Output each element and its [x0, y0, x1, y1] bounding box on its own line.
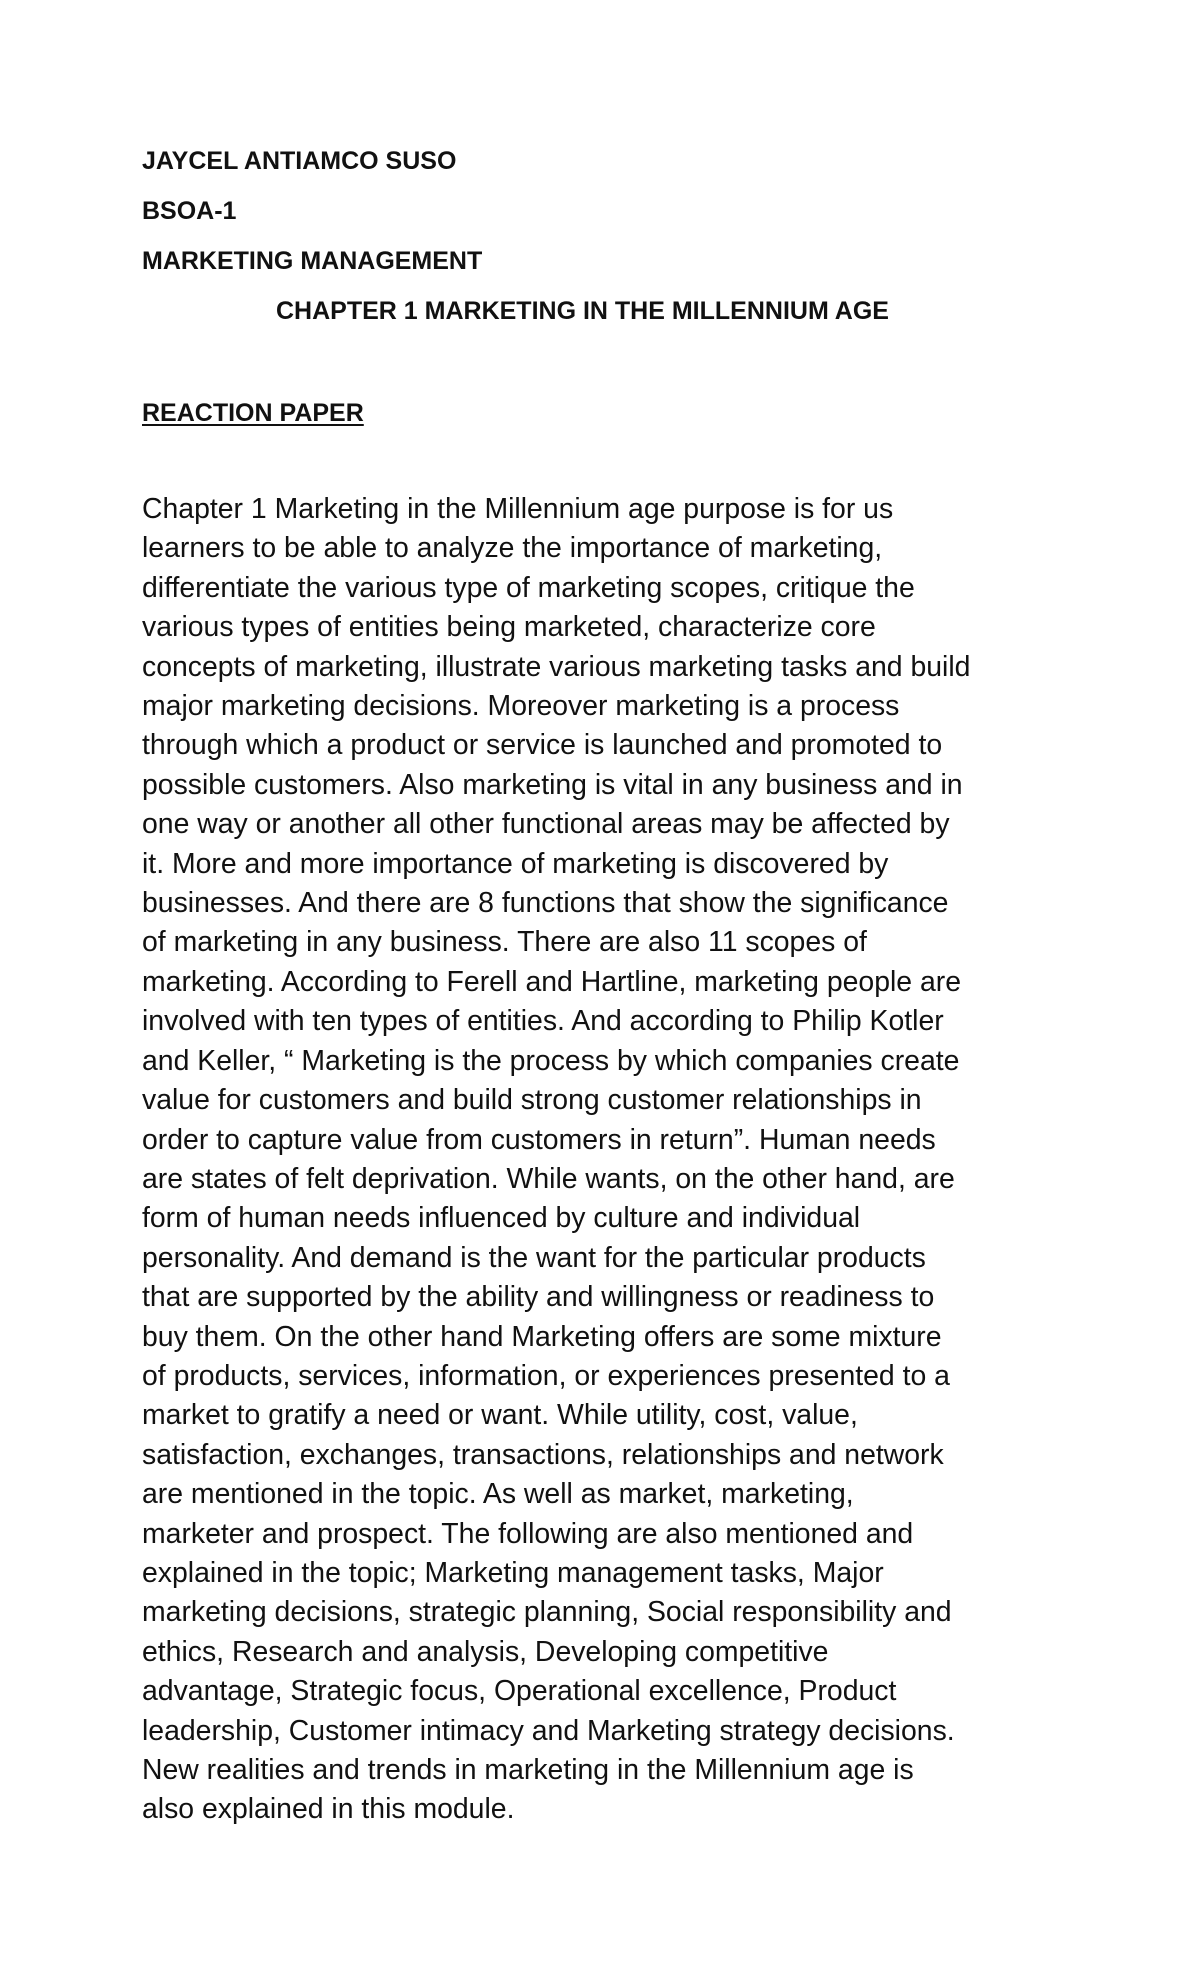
body-line: satisfaction, exchanges, transactions, relationships and network [142, 1438, 944, 1471]
body-line: one way or another all other functional areas may be affected by [142, 808, 950, 841]
body-line: major marketing decisions. Moreover marketing is a process [142, 690, 900, 723]
body-line: advantage, Strategic focus, Operational excellence, Product [142, 1675, 897, 1708]
body-line: differentiate the various type of marketing scopes, critique the [142, 571, 915, 604]
body-line: buy them. On the other hand Marketing offers are some mixture [142, 1320, 942, 1353]
subject-title: MARKETING MANAGEMENT [142, 247, 483, 275]
body-line: leadership, Customer intimacy and Marketing strategy decisions. [142, 1714, 955, 1747]
body-line: are mentioned in the topic. As well as market, marketing, [142, 1478, 854, 1511]
body-line: marketer and prospect. The following are also mentioned and [142, 1517, 914, 1550]
body-line: form of human needs influenced by culture and individual [142, 1202, 861, 1235]
body-line: New realities and trends in marketing in the Millennium age is [142, 1754, 914, 1786]
author-name: JAYCEL ANTIAMCO SUSO [142, 147, 457, 175]
body-line: market to gratify a need or want. While utility, cost, value, [142, 1399, 858, 1432]
chapter-title: CHAPTER 1 MARKETING IN THE MILLENNIUM AGE [276, 297, 889, 325]
body-line: that are supported by the ability and willingness or readiness to [142, 1281, 935, 1314]
body-line: businesses. And there are 8 functions that show the significance [142, 887, 949, 920]
body-line: are states of felt deprivation. While wants, on the other hand, are [142, 1162, 955, 1195]
body-line: it. More and more importance of marketing is discovered by [142, 847, 889, 880]
body-line: also explained in this module. [142, 1793, 515, 1826]
body-line: Chapter 1 Marketing in the Millennium age purpose is for us [142, 493, 894, 525]
section-heading: REACTION PAPER [142, 399, 364, 427]
body-line: through which a product or service is launched and promoted to [142, 729, 943, 762]
body-line: learners to be able to analyze the importance of marketing, [142, 532, 883, 565]
body-line: personality. And demand is the want for the particular products [142, 1241, 926, 1274]
body-line: value for customers and build strong customer relationships in [142, 1084, 922, 1117]
body-line: concepts of marketing, illustrate various marketing tasks and build [142, 650, 971, 683]
body-line: explained in the topic; Marketing management tasks, Major [142, 1556, 884, 1589]
body-line: marketing decisions, strategic planning, Social responsibility and [142, 1596, 952, 1629]
body-line: of marketing in any business. There are also 11 scopes of [142, 926, 867, 959]
body-line: order to capture value from customers in return”. Human needs [142, 1123, 936, 1156]
body-line: possible customers. Also marketing is vital in any business and in [142, 768, 963, 801]
body-line: of products, services, information, or experiences presented to a [142, 1359, 950, 1392]
body-paragraph [142, 490, 1082, 1830]
body-line: ethics, Research and analysis, Developing competitive [142, 1635, 829, 1668]
course-code: BSOA-1 [142, 197, 237, 225]
body-line: and Keller, “ Marketing is the process by which companies create [142, 1044, 960, 1077]
body-line: involved with ten types of entities. And according to Philip Kotler [142, 1005, 944, 1038]
body-line: various types of entities being marketed, characterize core [142, 611, 876, 644]
body-line: marketing. According to Ferell and Hartline, marketing people are [142, 965, 962, 998]
